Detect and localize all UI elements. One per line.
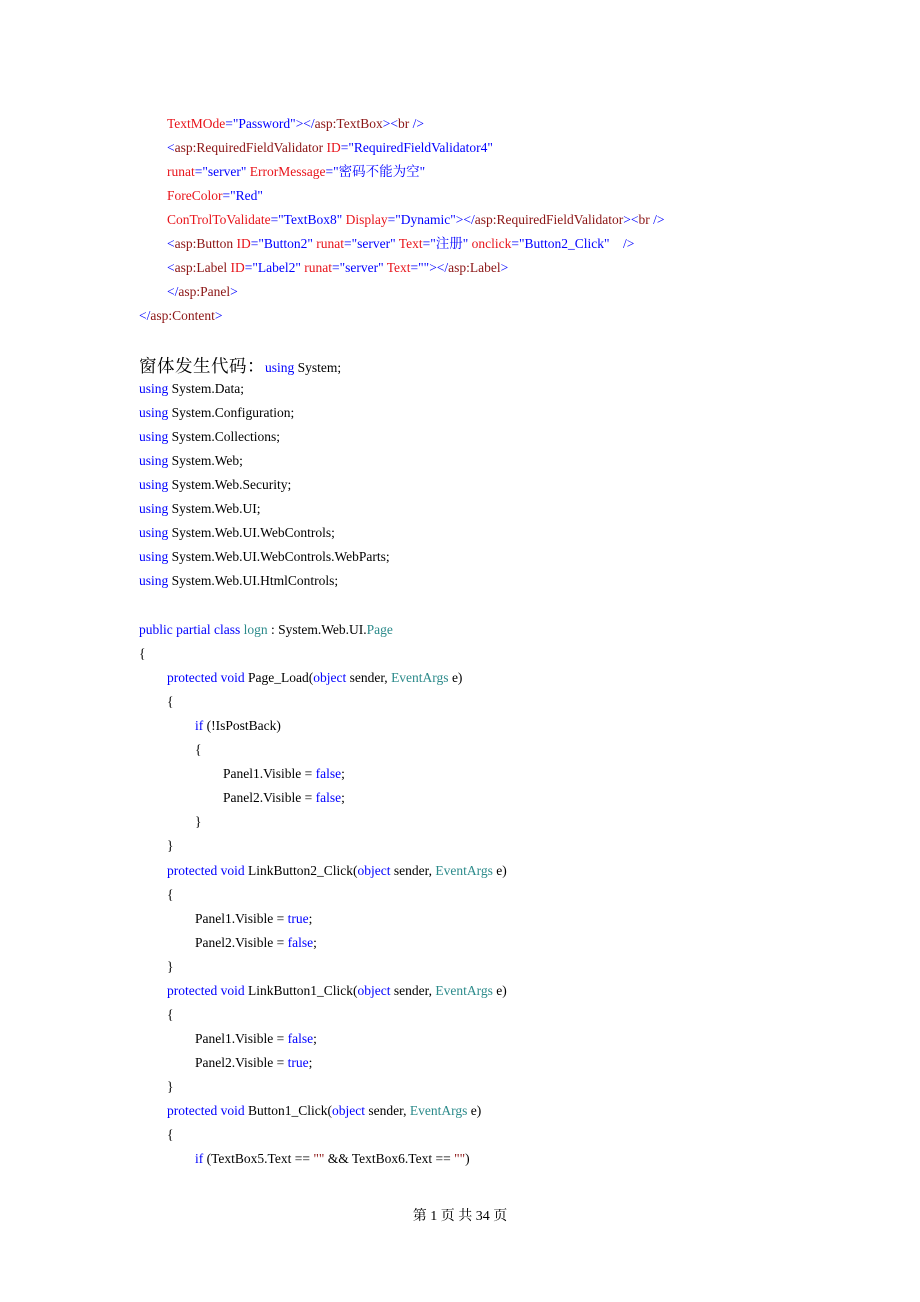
code-token: void (217, 983, 245, 998)
code-token: Text (395, 236, 423, 251)
code-token: object (332, 1103, 365, 1118)
code-token: { (139, 646, 146, 661)
code-token: Panel2.Visible = (223, 790, 316, 805)
code-line (167, 668, 462, 688)
code-token: ) (465, 1151, 470, 1166)
code-token: >< (623, 212, 639, 227)
code-token: ID (233, 236, 251, 251)
code-token: br (638, 212, 650, 227)
code-token: asp:RequiredFieldValidator (474, 212, 624, 227)
code-token: < (167, 260, 175, 275)
code-token: ="server" (194, 164, 247, 179)
code-token: Panel2.Visible = (195, 935, 288, 950)
code-token: Text (383, 260, 411, 275)
code-line (167, 1005, 173, 1025)
code-token: e) (492, 863, 507, 878)
code-line (167, 114, 424, 134)
code-token: using (139, 573, 169, 588)
code-token: > (214, 308, 223, 323)
code-token: (TextBox5.Text == (203, 1151, 314, 1166)
code-token: ; (308, 1055, 313, 1070)
code-line (195, 909, 312, 929)
code-token: using (139, 525, 169, 540)
code-line (195, 716, 281, 736)
code-line (139, 499, 261, 519)
code-token: ; (341, 790, 345, 805)
code-token: onclick (468, 236, 512, 251)
code-token: Panel1.Visible = (195, 1031, 288, 1046)
code-token: EventArgs (391, 670, 449, 685)
code-line (195, 812, 201, 832)
page-footer: 第 1 页 共 34 页 (412, 1209, 508, 1224)
code-token: System.Data; (168, 381, 245, 396)
code-token: sender, (365, 1103, 410, 1118)
code-token: Panel2.Visible = (195, 1055, 288, 1070)
code-line (139, 427, 280, 447)
code-token: { (167, 1127, 174, 1142)
code-token: object (357, 863, 391, 878)
code-token: ="Label2" (244, 260, 301, 275)
code-token: using (139, 381, 169, 396)
code-token: { (167, 1007, 174, 1022)
code-token: System.Web; (168, 453, 243, 468)
code-token: using (139, 453, 169, 468)
code-line (139, 403, 294, 423)
code-token: ="TextBox8" (270, 212, 343, 227)
code-token: using (139, 429, 169, 444)
code-token: } (167, 959, 174, 974)
code-token: Page_Load( (244, 670, 314, 685)
code-token: /> (649, 212, 665, 227)
code-line (167, 210, 664, 230)
code-token: ; (313, 935, 317, 950)
code-line (139, 523, 335, 543)
code-line (167, 1077, 173, 1097)
code-token: asp:RequiredFieldValidator (174, 140, 324, 155)
code-token: System; (294, 360, 342, 375)
code-token: ></ (295, 116, 315, 131)
code-token: ="" (410, 260, 430, 275)
code-token: e) (492, 983, 507, 998)
code-line (139, 451, 243, 471)
code-token: using (139, 477, 169, 492)
code-token: if (195, 718, 204, 733)
code-token: protected (167, 863, 218, 878)
code-token: System.Collections; (168, 429, 281, 444)
code-token: public (139, 622, 173, 637)
code-token: ="Red" (222, 188, 263, 203)
code-token: logn (240, 622, 268, 637)
code-token: ID (323, 140, 341, 155)
code-token: sender, (390, 863, 436, 878)
code-line (139, 644, 145, 664)
code-token: protected (167, 1103, 218, 1118)
code-token: ForeColor (167, 188, 223, 203)
code-token: protected (167, 670, 218, 685)
code-token: } (167, 838, 174, 853)
code-token: > (230, 284, 238, 299)
code-line (167, 258, 508, 278)
code-token: asp:Content (150, 308, 215, 323)
code-line (195, 933, 317, 953)
code-token: ="Password" (225, 116, 296, 131)
code-token: Page (366, 622, 393, 637)
code-token: ; (308, 911, 313, 926)
code-line (167, 186, 263, 206)
code-token: true (287, 911, 309, 926)
code-token: { (167, 694, 174, 709)
code-token: object (313, 670, 347, 685)
code-token: LinkButton1_Click( (244, 983, 358, 998)
code-token: false (287, 935, 314, 950)
code-token: ="server" (331, 260, 384, 275)
code-token: Panel1.Visible = (195, 911, 288, 926)
code-token: : System.Web.UI. (267, 622, 367, 637)
code-token: void (217, 670, 245, 685)
code-token: ="RequiredFieldValidator4" (340, 140, 493, 155)
code-token: </ (139, 308, 151, 323)
code-line (223, 788, 345, 808)
code-token: object (357, 983, 391, 998)
code-token: partial (172, 622, 211, 637)
code-line (223, 764, 345, 784)
code-token: void (217, 1103, 245, 1118)
code-line (167, 282, 238, 302)
code-line (167, 861, 507, 881)
code-token: System.Web.Security; (168, 477, 292, 492)
code-token: } (167, 1079, 174, 1094)
code-token: /> (609, 236, 635, 251)
code-token: ></ (429, 260, 449, 275)
code-line (139, 620, 393, 640)
code-token: System.Configuration; (168, 405, 295, 420)
code-token: EventArgs (435, 983, 493, 998)
code-token: false (287, 1031, 314, 1046)
code-token: TextMOde (167, 116, 226, 131)
code-token: class (210, 622, 241, 637)
code-token: ConTrolToValidate (167, 212, 271, 227)
code-line (139, 475, 291, 495)
code-line (167, 138, 493, 158)
code-token: && TextBox6.Text == (324, 1151, 455, 1166)
code-token: ; (341, 766, 345, 781)
code-token: "" (454, 1151, 466, 1166)
code-token: >< (382, 116, 398, 131)
code-line (167, 234, 634, 254)
code-token: < (167, 140, 175, 155)
code-token: protected (167, 983, 218, 998)
code-token: { (195, 742, 202, 757)
code-token: false (315, 766, 342, 781)
code-line (167, 885, 173, 905)
code-token: /> (409, 116, 424, 131)
code-line (195, 1053, 312, 1073)
code-token: ="server" (344, 236, 396, 251)
code-token: </ (167, 284, 179, 299)
code-line (139, 379, 244, 399)
code-line (167, 957, 173, 977)
code-token: ="密码不能为空" (325, 164, 426, 179)
code-token: System.Web.UI.WebControls.WebParts; (168, 549, 390, 564)
code-token: asp:Label (448, 260, 501, 275)
code-token: using (139, 549, 169, 564)
code-line (167, 836, 173, 856)
code-token: if (195, 1151, 204, 1166)
code-token: void (217, 863, 245, 878)
code-token: e) (467, 1103, 482, 1118)
code-token: System.Web.UI; (168, 501, 261, 516)
code-line (195, 1149, 470, 1169)
code-token: ; (313, 1031, 317, 1046)
code-token: ></ (455, 212, 475, 227)
code-token: EventArgs (435, 863, 493, 878)
code-token: Panel1.Visible = (223, 766, 316, 781)
code-token: false (315, 790, 342, 805)
code-token: } (195, 814, 202, 829)
code-token: asp:Panel (178, 284, 231, 299)
section-heading: 窗体发生代码： (139, 356, 265, 376)
code-token: sender, (346, 670, 392, 685)
code-token: runat (312, 236, 345, 251)
code-token: "" (313, 1151, 325, 1166)
code-line (167, 692, 173, 712)
section-heading-line (139, 356, 341, 376)
code-token: sender, (390, 983, 436, 998)
code-token: using (139, 501, 169, 516)
code-token: using (265, 360, 295, 375)
code-line (139, 571, 338, 591)
code-token: LinkButton2_Click( (244, 863, 358, 878)
code-token: Display (342, 212, 388, 227)
code-token: ="注册" (422, 236, 469, 251)
code-token: true (287, 1055, 309, 1070)
code-line (167, 1125, 173, 1145)
code-token: ErrorMessage (246, 164, 326, 179)
code-line (139, 547, 390, 567)
code-token: Button1_Click( (244, 1103, 332, 1118)
code-token: e) (448, 670, 463, 685)
code-line (139, 306, 223, 326)
code-token: ID (227, 260, 245, 275)
code-token: (!IsPostBack) (203, 718, 281, 733)
code-token: ="Button2" (250, 236, 313, 251)
code-token: asp:TextBox (314, 116, 383, 131)
code-line (167, 162, 425, 182)
code-token: { (167, 887, 174, 902)
code-token: < (167, 236, 175, 251)
code-token: System.Web.UI.HtmlControls; (168, 573, 339, 588)
code-token: ="Dynamic" (387, 212, 456, 227)
code-token: EventArgs (409, 1103, 468, 1118)
code-token: ="Button2_Click" (511, 236, 610, 251)
code-token: br (397, 116, 410, 131)
code-token: runat (167, 164, 195, 179)
code-token: System.Web.UI.WebControls; (168, 525, 335, 540)
code-line (167, 1101, 481, 1121)
code-line (195, 740, 201, 760)
code-token: > (500, 260, 509, 275)
code-line (167, 981, 507, 1001)
code-token: asp:Label (174, 260, 228, 275)
code-line (195, 1029, 317, 1049)
code-token: runat (300, 260, 332, 275)
code-token: using (139, 405, 169, 420)
code-token: asp:Button (174, 236, 234, 251)
